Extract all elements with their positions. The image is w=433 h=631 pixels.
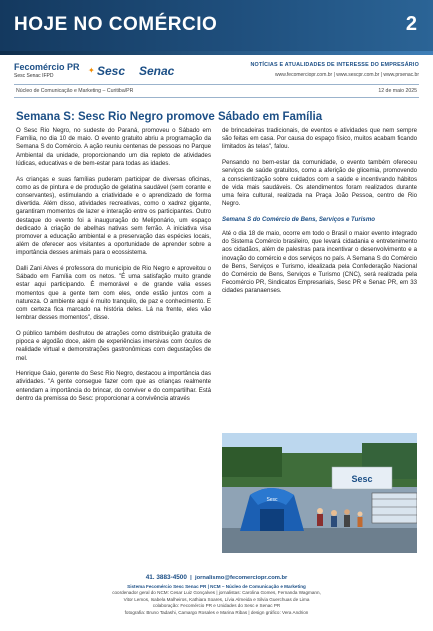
sesc-logo: Sesc [97,64,126,78]
article-paragraph: Pensando no bem-estar da comunidade, o evento também ofereceu serviços de saúde gratuitos, como a aferição de glicemia, promovendo a conscientização sobre cuidados com a saúde e incentivando hábitos de vida mais saudáveis. Os atendimentos foram realizados durante uma feira cultural, realizada na Praça João Pessoa, centro de Rio Negro. [222,159,417,208]
footer-contact: 41. 3883-4500 | jornalismo@fecomerciopr.com.br [145,574,288,581]
tagline-websites[interactable]: www.fecomerciopr.com.br | www.sescpr.com.br | www.prsenac.br [274,72,419,78]
masthead-title: HOJE NO COMÉRCIO [14,14,218,35]
article-paragraph: O público também desfrutou de atrações como distribuição gratuita de pipoca e algodão doce, além de experiências imersivas com óculos de realidade virtual e demonstrações gastronômicas com degustações de mel. [16,329,211,362]
article-paragraph: de brincadeiras tradicionais, de eventos e atividades que nem sempre são feitas em casa. Por causa do espaço físico, muitos acabam ficando limitados às telas", falou. [222,127,417,151]
tagline [209,62,419,78]
photo-sign-text: Sesc [351,474,373,484]
masthead-stripe [0,51,433,55]
footer-credits-line: Sistema Fecomércio Sesc Senac PR | NCM – Núcleo de Comunicação e Marketing [127,584,306,589]
footer-credits-line: Vitor Lemos, Isabela Malheiros, Kathiara Soares, Lívia Almeida e Silvia Guerchuas de Lima [123,596,310,602]
divider [14,97,419,98]
article-subheading: Semana S do Comércio de Bens, Serviços e Turismo [222,215,375,223]
issue-date: 12 de maio 2025 [378,88,417,94]
footer-email[interactable]: jornalismo@fecomerciopr.com.br [195,575,288,581]
article-paragraph: Dalli Zani Alves é professora do município de Rio Negro e aproveitou o Sábado em Família com os netos. "É uma satisfação muito grande estar aqui participando. É memorável e de grande valia esses momentos que a gente tem com eles, onde estão juntos com a natureza. O ambiente aqui é muito tranquilo, de paz e conhecimento. E com certeza fica marcado na história deles. Lá na frente, eles vão lembrar desses momentos", disse. [16,265,211,322]
footer [0,574,433,616]
photo-tent-text: Sesc [266,497,278,503]
divider [14,84,419,85]
department-label: Núcleo de Comunicação e Marketing – Curitiba/PR [16,88,134,94]
event-photo [222,433,417,553]
logo-mark-icon: ✦ [88,66,95,75]
article-column-right [222,127,417,303]
article-paragraph: Henrique Gaio, gerente do Sesc Rio Negro, destacou a importância das atividades. "A gente consegue fazer com que as crianças realmente entendam a importância do brincar, do conviver e do compartilhar. Está dentro da premissa do Sesc: proporcionar a convivência através [16,370,211,402]
fecomercio-logo [14,62,80,79]
senac-logo: Senac [139,64,175,78]
fecomercio-logo-text: Fecomércio PR [14,62,80,72]
page-number: 2 [405,13,417,35]
tagline-title: NOTÍCIAS E ATUALIDADES DE INTERESSE DO EMPRESÁRIO [250,62,419,68]
masthead [0,0,433,55]
article-paragraph: O Sesc Rio Negro, no sudeste do Paraná, promoveu o Sábado em Família, no dia 10 de maio. O evento gratuito abriu a programação da Semana S do Comércio. A ação reuniu centenas de pessoas no Parque Ambiental da unidade, proporcionando um dia repleto de atividades lúdicas, educativas e de bem-estar para todas as idades. [16,127,211,167]
footer-phone[interactable]: 41. 3883-4500 [145,574,187,581]
article-column-left [16,127,211,411]
footer-credits-line: coordenador geral do NCM: Cesar Luiz Gonçalves | jornalistas: Carolina Gomes, Fernanda Wagmann, [112,590,321,596]
footer-credits-line: colaboração: Fecomércio PR e Unidades do Sesc e Senac PR [152,603,281,609]
article-paragraph: Até o dia 18 de maio, ocorre em todo o Brasil o maior evento integrado do Sistema Comércio brasileiro, que levará cidadania e entretenimento aos cidadãos, além de palestras para incentivar o desenvolvimento e a inovação do comércio e dos serviços no país. A Semana S do Comércio de Bens, Serviços e Turismo, idealizada pela Confederação Nacional do Comércio de Bens, Serviços e Turismo (CNC), será realizada pela Fecomércio PR, Sindicatos Empresariais, Sesc PR e Senac PR, em 33 cidades paranaenses. [222,230,417,295]
article-paragraph: As crianças e suas famílias puderam participar de diversas oficinas, como as de pintura e de produção de gelatina saudável (sem corante e conservantes), estimulando a criatividade e o aprendizado de forma divertida. Além disso, atividades recreativas, como o xadrez gigante, garantiram momentos de lazer e interação entre os participantes. Outro destaque do evento foi a inauguração do Meliponário, um espaço dedicado à criação de abelhas nativas sem ferrão. A iniciativa visa promover a educação ambiental e a preservação das espécies locais, além de oferecer aos visitantes a oportunidade de aprender sobre a importância desses animais para o ecossistema. [16,175,211,257]
logo-bar [14,62,214,84]
event-photo-illustration [222,433,417,553]
fecomercio-logo-subtext: Sesc Senac IFPD [14,73,54,79]
footer-credits-line: fotografia: Bruno Tadashi, Camargo Rosales e Marina Ribas | design gráfico: Vera Andrion [124,609,309,615]
article-headline: Semana S: Sesc Rio Negro promove Sábado em Família [16,111,323,123]
